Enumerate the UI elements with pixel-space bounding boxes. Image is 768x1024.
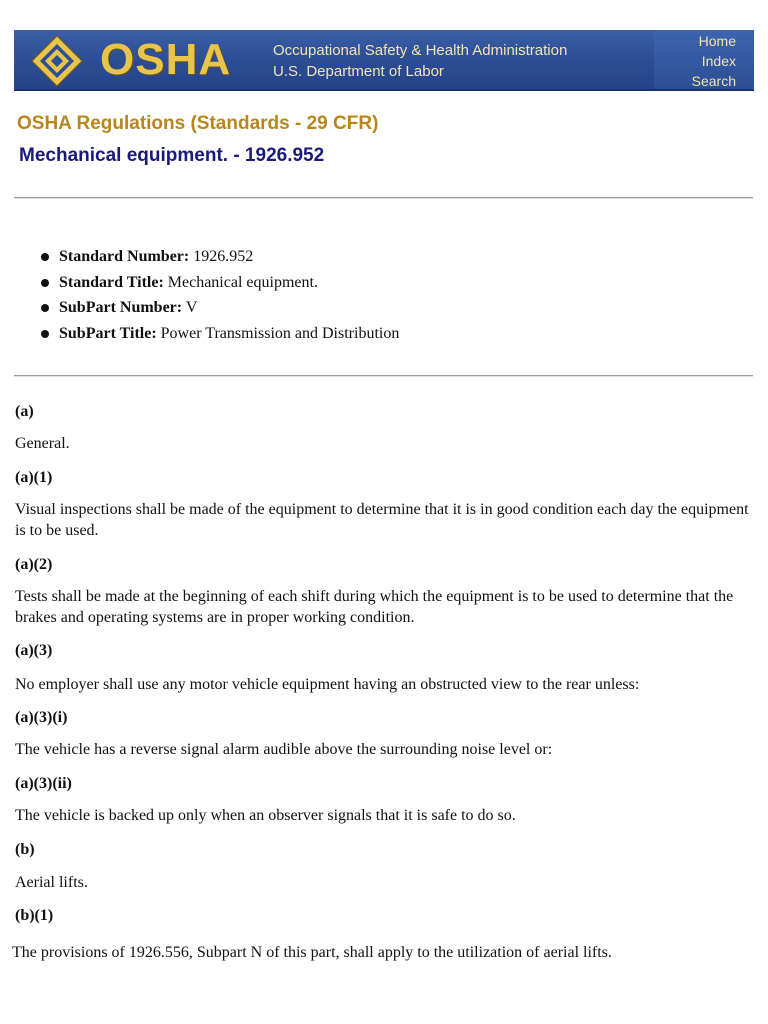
meta-label: SubPart Number: — [59, 299, 183, 317]
paragraph-label: (a) — [15, 403, 34, 420]
divider — [14, 375, 753, 377]
meta-value: Power Transmission and Distribution — [160, 325, 400, 343]
site-nav — [692, 31, 736, 91]
banner-nav-panel — [654, 30, 754, 91]
list-item — [40, 321, 399, 347]
paragraph-text: General. — [15, 435, 70, 452]
paragraph-text: Tests shall be made at the beginning of each shift during which the equipment is to be used to determine that the brakes and operating systems are in proper working condition. — [15, 588, 734, 626]
meta-label: Standard Title: — [59, 273, 164, 291]
nav-search-link[interactable]: Search — [691, 73, 736, 89]
paragraph-label: (b) — [15, 841, 35, 858]
paragraph-text: The provisions of 1926.556, Subpart N of this part, shall apply to the utilization of aerial lifts. — [12, 944, 612, 961]
paragraph-text: Aerial lifts. — [15, 874, 88, 891]
agency-name — [273, 40, 567, 82]
paragraph-text: Visual inspections shall be made of the equipment to determine that it is in good condition each day the equipment is to be used. — [15, 501, 749, 539]
paragraph-label: (a)(3)(ii) — [15, 775, 72, 792]
divider — [14, 197, 753, 199]
meta-label: Standard Number: — [59, 248, 190, 265]
paragraph-text: The vehicle has a reverse signal alarm audible above the surrounding noise level or: — [15, 741, 553, 758]
paragraph-text: The vehicle is backed up only when an observer signals that it is safe to do so. — [15, 807, 516, 824]
osha-logo-text: OSHA — [100, 35, 232, 84]
regulations-title: OSHA Regulations (Standards - 29 CFR) — [17, 113, 379, 134]
paragraph-text: No employer shall use any motor vehicle equipment having an obstructed view to the rear unless: — [15, 676, 640, 693]
list-item — [40, 270, 399, 296]
paragraph-label: (a)(2) — [15, 556, 53, 573]
department-name-line: U.S. Department of Labor — [273, 63, 444, 80]
standard-metadata-list — [40, 244, 399, 347]
meta-label: SubPart Title: — [59, 325, 157, 343]
osha-banner — [14, 30, 754, 91]
list-item — [40, 244, 399, 270]
list-item — [40, 295, 399, 321]
paragraph-label: (a)(1) — [15, 469, 53, 486]
nav-index-link[interactable]: Index — [701, 53, 736, 69]
meta-value: V — [185, 299, 198, 317]
nav-home-link[interactable]: Home — [698, 33, 736, 49]
standard-heading: Mechanical equipment. - 1926.952 — [19, 145, 325, 166]
paragraph-label: (a)(3)(i) — [15, 709, 68, 726]
agency-name-line: Occupational Safety & Health Administration — [273, 42, 568, 59]
paragraph-label: (b)(1) — [15, 907, 54, 924]
osha-diamond-logo-icon — [30, 34, 84, 88]
meta-value: Mechanical equipment. — [167, 273, 318, 291]
paragraph-label: (a)(3) — [15, 642, 53, 659]
meta-value: 1926.952 — [193, 248, 254, 265]
